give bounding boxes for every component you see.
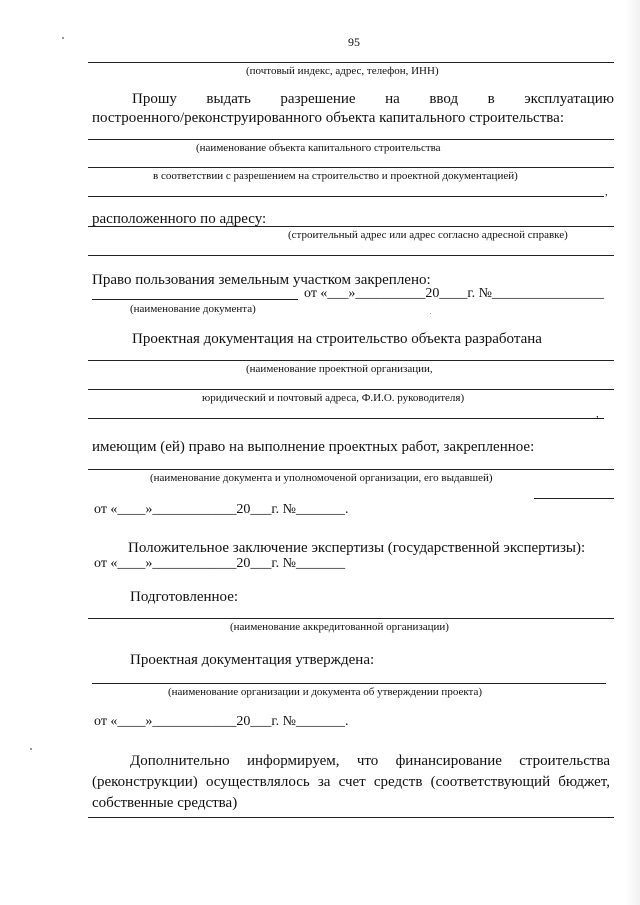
address-line (88, 226, 614, 227)
postal-hint: (почтовый индекс, адрес, телефон, ИНН) (246, 65, 439, 77)
approval-line (92, 683, 606, 684)
page-number: 95 (348, 35, 360, 49)
doc-name-hint: (наименование документа) (130, 303, 256, 315)
accredited-hint: (наименование аккредитованной организации) (230, 621, 449, 633)
prepared-label: Подготовленное: (130, 589, 239, 605)
address-hint: (строительный адрес или адрес согласно адресной справке) (288, 229, 568, 241)
comma-1: , (605, 186, 608, 198)
org-name-line (88, 360, 614, 361)
object-name-hint: (наименование объекта капитального строительства (196, 142, 441, 154)
permit-line (88, 167, 614, 168)
comma-2: , (596, 408, 599, 420)
date-row-2: от «____»____________20___г. №_______ (94, 556, 345, 571)
address-line-2 (88, 255, 614, 256)
org-line-3 (88, 418, 604, 419)
date-row-1: от «____»____________20___г. №_______. (94, 502, 349, 517)
request-line-2: построенного/реконструированного объекта капитального строительства: (92, 110, 564, 126)
request-line-1: Прошу выдать разрешение на ввод в эксплуатацию (132, 91, 614, 107)
authority-line (88, 469, 614, 470)
land-doc-line (92, 299, 298, 300)
accredited-line (88, 618, 614, 619)
org-details-line (88, 389, 614, 390)
authority-line-end (534, 498, 614, 499)
scan-speck (62, 37, 64, 39)
object-line-3 (88, 196, 604, 197)
scan-speck (30, 748, 32, 750)
having-right-label: имеющим (ей) право на выполнение проектных работ, закрепленное: (92, 439, 535, 455)
financing-line (88, 817, 614, 818)
located-label: расположенного по адресу: (92, 211, 267, 227)
date-row-3: от «____»____________20___г. №_______. (94, 714, 349, 729)
land-date-row: от «___»__________20____г. №________________ (304, 286, 604, 301)
authority-hint: (наименование документа и уполномоченой организации, его выдавшей) (150, 472, 493, 484)
scan-edge-shadow (626, 0, 640, 905)
land-right-label: Право пользования земельным участком закреплено: (92, 272, 431, 288)
org-name-hint: (наименование проектной организации, (246, 363, 433, 375)
scan-speck (430, 313, 431, 314)
approval-hint: (наименование организации и документа об утверждении проекта) (168, 686, 483, 698)
approved-label: Проектная документация утверждена: (130, 652, 375, 668)
project-dev-label: Проектная документация на строительство объекта разработана (132, 331, 542, 347)
org-details-hint: юридический и почтовый адреса, Ф.И.О. руководителя) (202, 392, 465, 404)
permit-hint: в соответствии с разрешением на строительство и проектной документацией) (153, 170, 518, 182)
object-name-line (88, 139, 614, 140)
financing-paragraph: Дополнительно информируем, что финансирование строительства (реконструкции) осуществлялось за счет средств (соответствующий бюджет, собственные средства) (92, 753, 610, 811)
postal-line (88, 62, 614, 63)
expertise-label: Положительное заключение экспертизы (государственной экспертизы): (128, 540, 586, 556)
